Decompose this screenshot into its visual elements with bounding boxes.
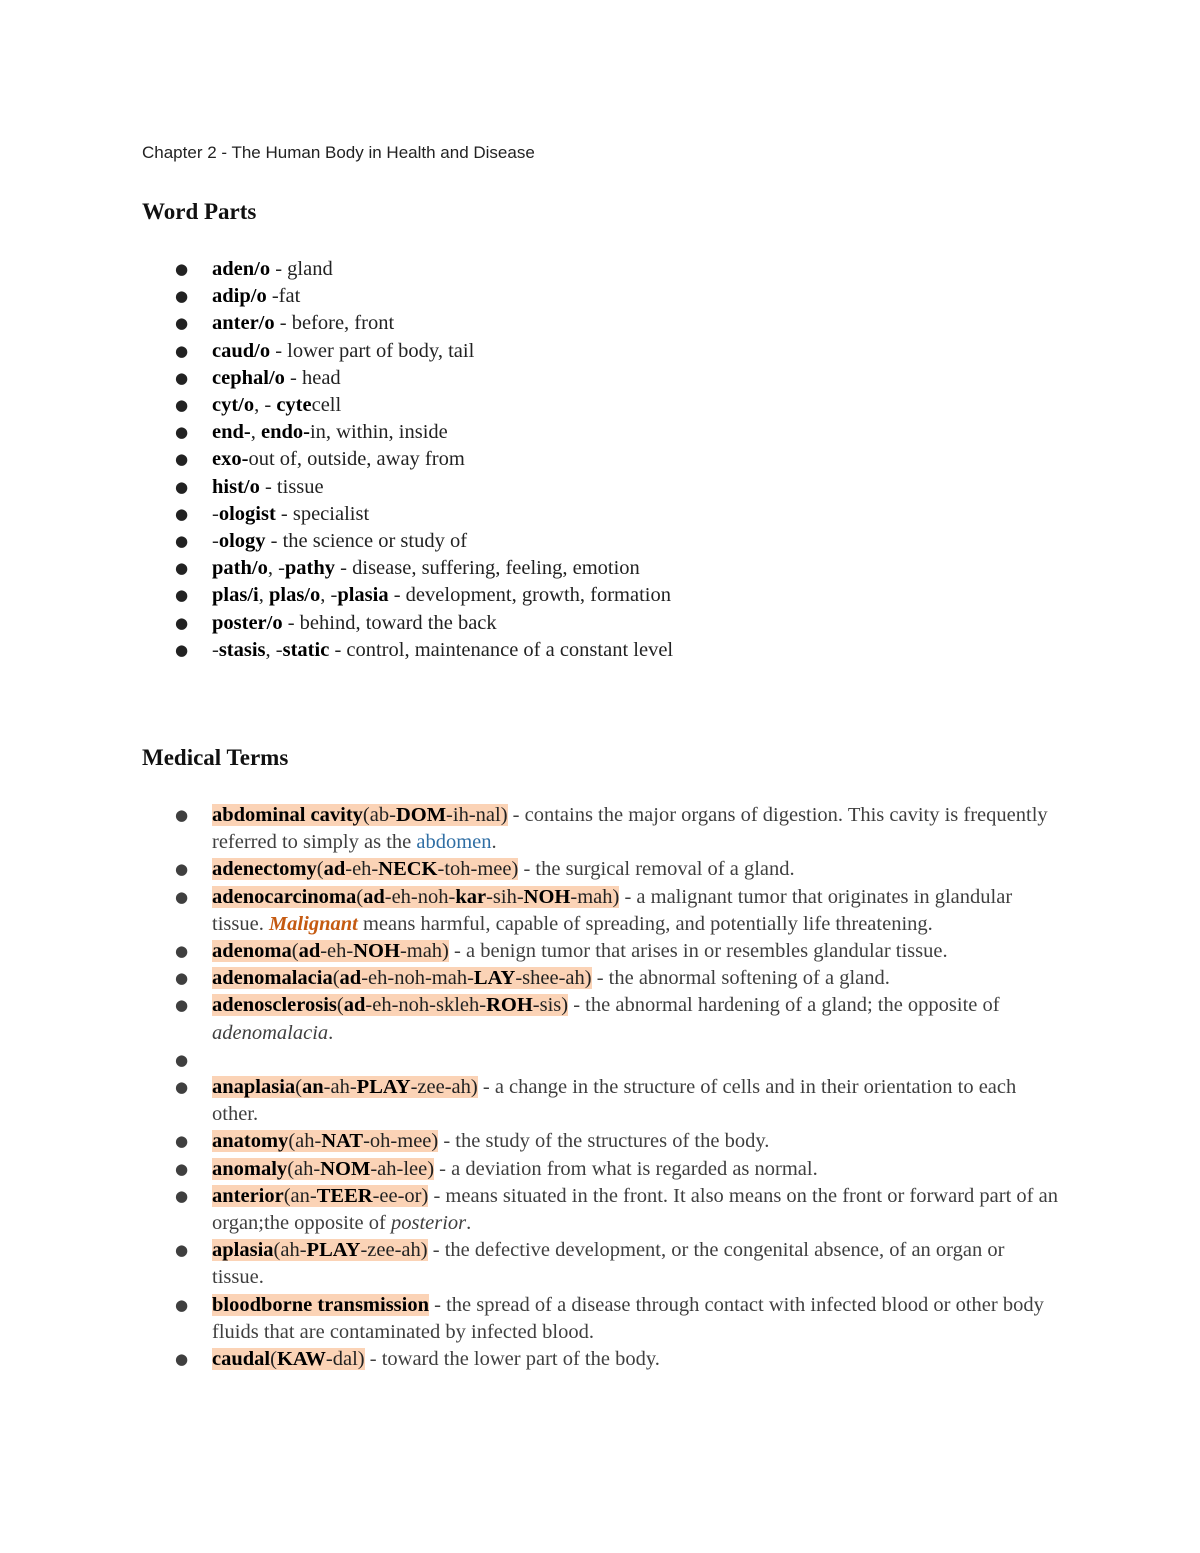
bullet-icon: ● bbox=[175, 368, 189, 387]
pronunciation: (ad-eh-noh-kar-sih-NOH-mah) bbox=[356, 885, 620, 908]
bullet-icon: ● bbox=[175, 559, 189, 578]
term-name: aplasia bbox=[212, 1239, 274, 1262]
word-part-item: ● end-, endo-in, within, inside bbox=[0, 419, 813, 446]
pronunciation: (ah-PLAY-zee-ah) bbox=[273, 1239, 428, 1262]
bold-text: static bbox=[282, 638, 330, 661]
pronunciation: (an-ah-PLAY-zee-ah) bbox=[295, 1076, 478, 1099]
bullet-icon: ● bbox=[175, 450, 189, 469]
bullet-icon: ● bbox=[175, 341, 189, 360]
bullet-icon: ● bbox=[175, 942, 189, 961]
bold-text: anter/o bbox=[212, 312, 275, 335]
bold-text: ad bbox=[298, 940, 321, 963]
bold-text: plas/o bbox=[268, 584, 321, 607]
word-part-item: ● exo-out of, outside, away from bbox=[0, 446, 813, 473]
pronunciation: (ah-NOM-ah-lee) bbox=[287, 1157, 435, 1180]
medical-term-item bbox=[0, 1346, 1200, 1373]
bold-text: ad bbox=[363, 885, 385, 908]
pronunciation: (ad-eh-NOH-mah) bbox=[291, 940, 449, 963]
bullet-icon: ● bbox=[175, 532, 189, 551]
word-part-item: ● -stasis, -static - control, maintenance of a constant level bbox=[0, 637, 813, 664]
word-part-item: ● cyt/o, - cytecell bbox=[0, 392, 813, 419]
bold-text: KAW bbox=[276, 1348, 326, 1371]
bold-text: exo- bbox=[212, 448, 249, 471]
bullet-icon: ● bbox=[175, 1186, 189, 1205]
medical-term-item bbox=[0, 1128, 1200, 1155]
bold-text: path/o bbox=[212, 557, 268, 580]
pronunciation: (ad-eh-noh-skleh-ROH-sis) bbox=[336, 994, 569, 1017]
bold-text: plasia bbox=[337, 584, 389, 607]
bold-text: ology bbox=[218, 530, 266, 553]
link-text: abdomen bbox=[416, 831, 492, 854]
bullet-icon: ● bbox=[175, 996, 189, 1015]
word-parts-list bbox=[0, 256, 813, 664]
bullet-icon: ● bbox=[175, 1159, 189, 1178]
bold-text: NOM bbox=[320, 1157, 371, 1180]
term-name: adenectomy bbox=[212, 858, 317, 881]
bold-text: poster/o bbox=[212, 611, 283, 634]
medical-term-item bbox=[0, 992, 1200, 1046]
bold-text: endo- bbox=[260, 421, 310, 444]
italic-text: posterior bbox=[390, 1212, 467, 1235]
medical-term-item bbox=[0, 802, 1200, 856]
bullet-icon: ● bbox=[175, 423, 189, 442]
bold-text: NOH bbox=[523, 885, 571, 908]
word-part-item: ● anter/o - before, front bbox=[0, 310, 813, 337]
pronunciation: (ab-DOM-ih-nal) bbox=[362, 804, 508, 826]
definition: - a change in the structure of cells and in their orientation to each other. bbox=[212, 1076, 1017, 1126]
medical-term-item bbox=[0, 965, 1200, 992]
bullet-icon: ● bbox=[175, 586, 189, 605]
medical-terms-list bbox=[0, 802, 1200, 1373]
word-part-item: ● -ology - the science or study of bbox=[0, 528, 813, 555]
word-part-item: ● -ologist - specialist bbox=[0, 501, 813, 528]
definition: - the defective development, or the congenital absence, of an organ or tissue. bbox=[212, 1239, 1005, 1289]
definition: - the surgical removal of a gland. bbox=[518, 858, 795, 881]
medical-term-item bbox=[0, 1074, 1200, 1128]
medical-term-item bbox=[0, 856, 1200, 883]
bold-text: DOM bbox=[395, 804, 447, 826]
bullet-icon: ● bbox=[175, 1078, 189, 1097]
term-name: anterior bbox=[212, 1184, 284, 1207]
bullet-icon: ● bbox=[175, 860, 189, 879]
medical-term-item bbox=[0, 1156, 1200, 1183]
bullet-icon: ● bbox=[175, 1295, 189, 1314]
bullet-icon: ● bbox=[175, 887, 189, 906]
bullet-icon: ● bbox=[175, 1241, 189, 1260]
pronunciation: (ad-eh-noh-mah-LAY-shee-ah) bbox=[332, 967, 592, 990]
pronunciation: (an-TEER-ee-or) bbox=[283, 1184, 429, 1207]
term-name: adenocarcinoma bbox=[212, 885, 357, 908]
bold-text: ologist bbox=[218, 502, 276, 525]
bold-text: cephal/o bbox=[212, 366, 285, 389]
bold-text: cyt/o bbox=[212, 394, 255, 417]
bold-text: NOH bbox=[353, 940, 400, 963]
definition: - a deviation from what is regarded as normal. bbox=[434, 1157, 818, 1180]
term-name: adenomalacia bbox=[212, 967, 333, 990]
term-name: adenoma bbox=[212, 940, 292, 963]
bold-text: NECK bbox=[378, 858, 438, 881]
italic-text: adenomalacia bbox=[212, 1021, 329, 1044]
term-name: anaplasia bbox=[212, 1076, 296, 1099]
bullet-icon: ● bbox=[175, 477, 189, 496]
bold-text: NAT bbox=[321, 1130, 364, 1153]
bullet-icon: ● bbox=[175, 969, 189, 988]
bold-text: LAY bbox=[473, 967, 516, 990]
word-part-item: ● poster/o - behind, toward the back bbox=[0, 610, 813, 637]
bullet-icon: ● bbox=[175, 287, 189, 306]
bold-text: hist/o bbox=[212, 475, 260, 498]
bold-text: PLAY bbox=[306, 1239, 361, 1262]
bullet-icon: ● bbox=[175, 396, 189, 415]
word-part-item: ● cephal/o - head bbox=[0, 365, 813, 392]
definition: - a benign tumor that arises in or resembles glandular tissue. bbox=[448, 940, 948, 963]
bold-text: aden/o bbox=[212, 258, 271, 280]
pronunciation: (ah-NAT-oh-mee) bbox=[288, 1130, 439, 1153]
bold-text: an bbox=[302, 1076, 324, 1099]
medical-term-item bbox=[0, 1047, 1200, 1074]
term-name: abdominal cavity bbox=[212, 804, 363, 826]
bold-text: pathy bbox=[284, 557, 336, 580]
bullet-icon: ● bbox=[175, 504, 189, 523]
word-part-item: ● plas/i, plas/o, -plasia - development, growth, formation bbox=[0, 582, 813, 609]
medical-term-item bbox=[0, 884, 1200, 938]
bold-text: plas/i bbox=[212, 584, 259, 607]
bold-text: ad bbox=[339, 967, 362, 990]
pronunciation: (KAW-dal) bbox=[270, 1348, 365, 1371]
bold-text: kar bbox=[455, 885, 487, 908]
term-name: adenosclerosis bbox=[212, 994, 337, 1017]
bullet-icon: ● bbox=[175, 260, 189, 278]
bold-text: caud/o bbox=[212, 339, 271, 362]
bullet-icon: ● bbox=[175, 640, 189, 659]
bold-text: adip/o bbox=[212, 285, 267, 308]
bullet-icon: ● bbox=[175, 1132, 189, 1151]
bullet-icon: ● bbox=[175, 613, 189, 632]
pronunciation: (ad-eh-NECK-toh-mee) bbox=[316, 858, 519, 881]
term-name: caudal bbox=[212, 1348, 271, 1371]
medical-term-item bbox=[0, 938, 1200, 965]
bullet-icon: ● bbox=[175, 1350, 189, 1369]
definition: - the abnormal hardening of a gland; the opposite of adenomalacia. bbox=[212, 994, 1000, 1044]
bold-text: ad bbox=[323, 858, 346, 881]
definition: - means situated in the front. It also means on the front or forward part of an organ;the opposite of posterior. bbox=[212, 1184, 1058, 1235]
word-part-item: ● path/o, -pathy - disease, suffering, feeling, emotion bbox=[0, 555, 813, 582]
emphasis-term: Malignant bbox=[268, 912, 358, 935]
bullet-icon: ● bbox=[175, 314, 189, 333]
medical-term-item bbox=[0, 1237, 1200, 1291]
bold-text: end- bbox=[212, 421, 251, 444]
term-name: bloodborne transmission bbox=[212, 1293, 430, 1316]
bullet-icon: ● bbox=[175, 806, 189, 824]
bold-text: ROH bbox=[486, 994, 533, 1017]
word-parts-heading: Word Parts bbox=[142, 199, 257, 224]
word-part-item: ● caud/o - lower part of body, tail bbox=[0, 338, 813, 365]
word-part-item: ● aden/o - gland bbox=[0, 256, 813, 283]
definition: - the spread of a disease through contact with infected blood or other body fluids that are contaminated by infected blood. bbox=[212, 1293, 1044, 1343]
bullet-icon: ● bbox=[175, 1050, 189, 1069]
medical-terms-heading: Medical Terms bbox=[142, 745, 289, 770]
term-name: anatomy bbox=[212, 1130, 289, 1153]
chapter-title: Chapter 2 - The Human Body in Health and Disease bbox=[142, 143, 535, 162]
word-part-item: ● adip/o -fat bbox=[0, 283, 813, 310]
definition: - contains the major organs of digestion. This cavity is frequently referred to simply as the abdomen. bbox=[212, 804, 1048, 854]
definition: - the study of the structures of the body. bbox=[438, 1130, 770, 1153]
bold-text: ad bbox=[343, 994, 366, 1017]
bold-text: cyte bbox=[276, 394, 312, 417]
medical-term-item bbox=[0, 1292, 1200, 1346]
word-part-item: ● hist/o - tissue bbox=[0, 474, 813, 501]
definition: - toward the lower part of the body. bbox=[364, 1348, 660, 1371]
definition: - the abnormal softening of a gland. bbox=[591, 967, 890, 990]
definition: - a malignant tumor that originates in glandular tissue. Malignant means harmful, capable of spreading, and potentially life threatening. bbox=[212, 885, 1013, 935]
medical-term-item bbox=[0, 1183, 1200, 1237]
bold-text: TEER bbox=[316, 1184, 373, 1207]
term-name: anomaly bbox=[212, 1157, 288, 1180]
bold-text: PLAY bbox=[356, 1076, 411, 1099]
bold-text: stasis bbox=[218, 638, 266, 661]
